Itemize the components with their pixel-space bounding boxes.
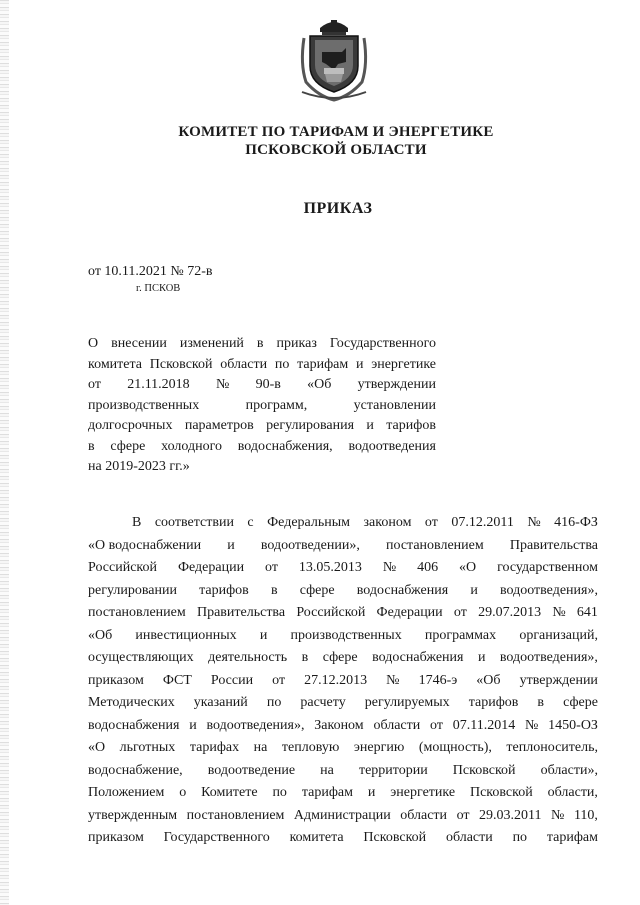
- pskov-coat-of-arms-icon: [298, 18, 370, 102]
- word: 13.05.2013: [298, 560, 362, 575]
- word: долгосрочных: [88, 418, 173, 433]
- word: осуществляющих: [88, 650, 194, 665]
- word: утверждении: [357, 377, 436, 392]
- word: водоснабжения: [372, 650, 464, 665]
- order-date-number: от 10.11.2021 № 72-в: [88, 264, 213, 279]
- word: тарифах: [189, 740, 240, 755]
- subject-line: [88, 375, 436, 396]
- order-subject: [88, 334, 436, 478]
- word: области: [400, 807, 448, 823]
- word: 29.03.2011: [479, 807, 542, 823]
- body-line: [88, 760, 598, 783]
- word: «Об: [88, 627, 113, 643]
- word: Комитете: [201, 785, 258, 800]
- word: в: [88, 438, 95, 454]
- subject-line: [88, 457, 436, 478]
- word: изменений: [179, 336, 244, 351]
- word: от: [272, 672, 286, 688]
- word: тарифам: [546, 830, 598, 845]
- word: в: [537, 695, 545, 710]
- word: Правительства: [196, 605, 286, 620]
- word: области»,: [540, 762, 598, 778]
- body-line: [88, 557, 598, 580]
- word: энергию: [353, 740, 405, 755]
- word: области,: [547, 785, 598, 800]
- word: производственных: [290, 627, 402, 643]
- word: ФСТ: [162, 672, 192, 688]
- word: водоотведения»,: [499, 582, 598, 598]
- word: водоснабжения: [356, 582, 449, 598]
- word: Методических: [88, 695, 175, 710]
- word: регулировании: [88, 582, 177, 598]
- body-line: [88, 782, 598, 805]
- body-line: [88, 715, 598, 738]
- word: от: [265, 560, 278, 575]
- word: Федерации: [177, 560, 245, 575]
- body-line: [88, 580, 598, 603]
- word: от: [88, 377, 101, 392]
- word: на 2019-2023 гг.»: [88, 459, 190, 474]
- word: 1450-ОЗ: [548, 717, 598, 733]
- word: указаний: [193, 695, 248, 710]
- word: 07.11.2014: [452, 717, 516, 733]
- word: области: [445, 830, 493, 845]
- word: по: [266, 695, 282, 710]
- word: соответствии: [154, 515, 234, 530]
- word: №: [525, 717, 539, 733]
- body-line: [88, 625, 598, 648]
- word: энергетике: [390, 785, 456, 800]
- word: постановлением: [88, 605, 186, 620]
- body-line: [88, 602, 598, 625]
- word: законом: [363, 515, 412, 530]
- word: водоснабжение,: [88, 762, 183, 778]
- word: тарифов: [199, 582, 249, 598]
- word: Администрации: [293, 807, 391, 823]
- word: тарифов: [386, 418, 436, 433]
- subject-line: [88, 416, 436, 437]
- word: Государственного: [329, 336, 436, 351]
- word: и: [367, 785, 376, 800]
- word: о: [179, 785, 187, 800]
- word: водоотведении»,: [260, 537, 360, 553]
- word: №: [552, 605, 566, 620]
- order-body: [88, 512, 598, 850]
- word: холодного: [161, 438, 222, 454]
- word: 110,: [573, 807, 598, 823]
- word: Законом: [314, 717, 364, 733]
- word: постановлением: [186, 807, 285, 823]
- word: Правительства: [509, 537, 598, 553]
- word: и: [355, 356, 364, 372]
- word: и: [227, 537, 235, 553]
- word: 416-ФЗ: [554, 515, 598, 530]
- word: сфере: [299, 582, 335, 598]
- word: по: [272, 785, 287, 800]
- word: приказ: [276, 336, 317, 351]
- word: по: [274, 356, 290, 372]
- subject-line: [88, 396, 436, 417]
- word: Федеральным: [267, 515, 351, 530]
- word: (мощность),: [418, 740, 492, 755]
- word: производственных: [88, 397, 200, 413]
- word: Российской: [88, 560, 157, 575]
- body-line: [88, 512, 598, 535]
- word: Псковской: [149, 356, 213, 372]
- word: и: [189, 717, 197, 733]
- word: Государственного: [163, 830, 270, 845]
- word: на: [253, 740, 268, 755]
- body-line: [88, 737, 598, 760]
- word: от: [453, 605, 467, 620]
- word: в: [301, 650, 309, 665]
- word: О: [88, 336, 99, 351]
- word: организаций,: [519, 627, 598, 643]
- word: программ,: [245, 397, 308, 413]
- org-name-line1: КОМИТЕТ ПО ТАРИФАМ И ЭНЕРГЕТИКЕ: [178, 124, 494, 140]
- word: от: [430, 717, 443, 733]
- word: водоснабжения: [88, 717, 180, 733]
- word: №: [386, 672, 400, 688]
- subject-line: [88, 355, 436, 376]
- word: Псковской: [469, 785, 533, 800]
- word: Псковской: [452, 762, 516, 778]
- word: водоотведения»,: [206, 717, 305, 733]
- word: от: [456, 807, 470, 823]
- word: от: [424, 515, 438, 530]
- word: регулирования: [266, 418, 355, 433]
- word: на: [320, 762, 334, 778]
- word: комитета: [289, 830, 344, 845]
- word: России: [210, 672, 254, 688]
- word: 406: [417, 560, 439, 575]
- word: Псковской: [363, 830, 427, 845]
- scan-edge-artifact: [0, 0, 9, 905]
- body-line: [88, 670, 598, 693]
- word: сфере: [563, 695, 598, 710]
- order-city: г. ПСКОВ: [136, 283, 181, 294]
- word: приказом: [88, 672, 144, 688]
- body-line: [88, 535, 598, 558]
- word: области: [373, 717, 421, 733]
- subject-line: [88, 437, 436, 458]
- word: В: [132, 515, 142, 530]
- word: сфере: [322, 650, 358, 665]
- word: 641: [576, 605, 598, 620]
- word: водоотведение: [207, 762, 296, 778]
- word: №: [551, 807, 565, 823]
- word: 29.07.2013: [478, 605, 542, 620]
- body-line: [88, 805, 598, 828]
- word: и: [366, 418, 374, 433]
- word: водоотведения»,: [499, 650, 598, 665]
- word: №: [215, 377, 230, 392]
- word: внесении: [111, 336, 167, 351]
- word: водоотведения: [348, 438, 436, 454]
- word: области: [220, 356, 268, 372]
- word: 1746-э: [418, 672, 458, 688]
- word: водоснабжения,: [237, 438, 333, 454]
- body-line: [88, 692, 598, 715]
- word: в: [256, 336, 264, 351]
- body-line: [88, 827, 598, 850]
- word: и: [477, 650, 486, 665]
- word: Федерации: [376, 605, 443, 620]
- word: постановлением: [386, 537, 484, 553]
- word: с: [247, 515, 254, 530]
- word: приказом: [88, 830, 144, 845]
- word: «Об: [476, 672, 501, 688]
- word: Российской: [296, 605, 366, 620]
- word: тарифам: [301, 785, 353, 800]
- word: утверждении: [519, 672, 598, 688]
- word: 07.12.2011: [451, 515, 514, 530]
- word: по: [512, 830, 528, 845]
- subject-line: [88, 334, 436, 355]
- word: деятельность: [208, 650, 288, 665]
- word: сфере: [110, 438, 146, 454]
- word: «О водоснабжении: [88, 537, 202, 553]
- word: №: [527, 515, 541, 530]
- word: льготных: [119, 740, 176, 755]
- word: 21.11.2018: [127, 377, 190, 392]
- word: и: [470, 582, 478, 598]
- word: «О: [459, 560, 477, 575]
- word: «Об: [307, 377, 332, 392]
- word: утвержденным: [88, 807, 178, 823]
- word: тарифов: [468, 695, 519, 710]
- word: энергетике: [371, 356, 436, 372]
- word: 90-в: [255, 377, 281, 392]
- word: в: [270, 582, 278, 598]
- word: тарифам: [297, 356, 349, 372]
- word: комитета: [88, 356, 143, 372]
- word: инвестиционных: [135, 627, 237, 643]
- org-name-line2: ПСКОВСКОЙ ОБЛАСТИ: [245, 142, 427, 158]
- word: №: [382, 560, 397, 575]
- word: теплоноситель,: [506, 740, 598, 755]
- word: территории: [358, 762, 428, 778]
- document-title: ПРИКАЗ: [303, 200, 373, 217]
- word: тепловую: [281, 740, 340, 755]
- word: параметров: [184, 418, 254, 433]
- word: «О: [88, 740, 106, 755]
- word: 27.12.2013: [304, 672, 368, 688]
- word: государственном: [497, 560, 598, 575]
- word: Положением: [88, 785, 165, 800]
- body-line: [88, 647, 598, 670]
- word: программах: [424, 627, 497, 643]
- word: регулируемых: [364, 695, 450, 710]
- word: и: [259, 627, 268, 643]
- word: расчету: [300, 695, 346, 710]
- word: установлении: [353, 397, 436, 413]
